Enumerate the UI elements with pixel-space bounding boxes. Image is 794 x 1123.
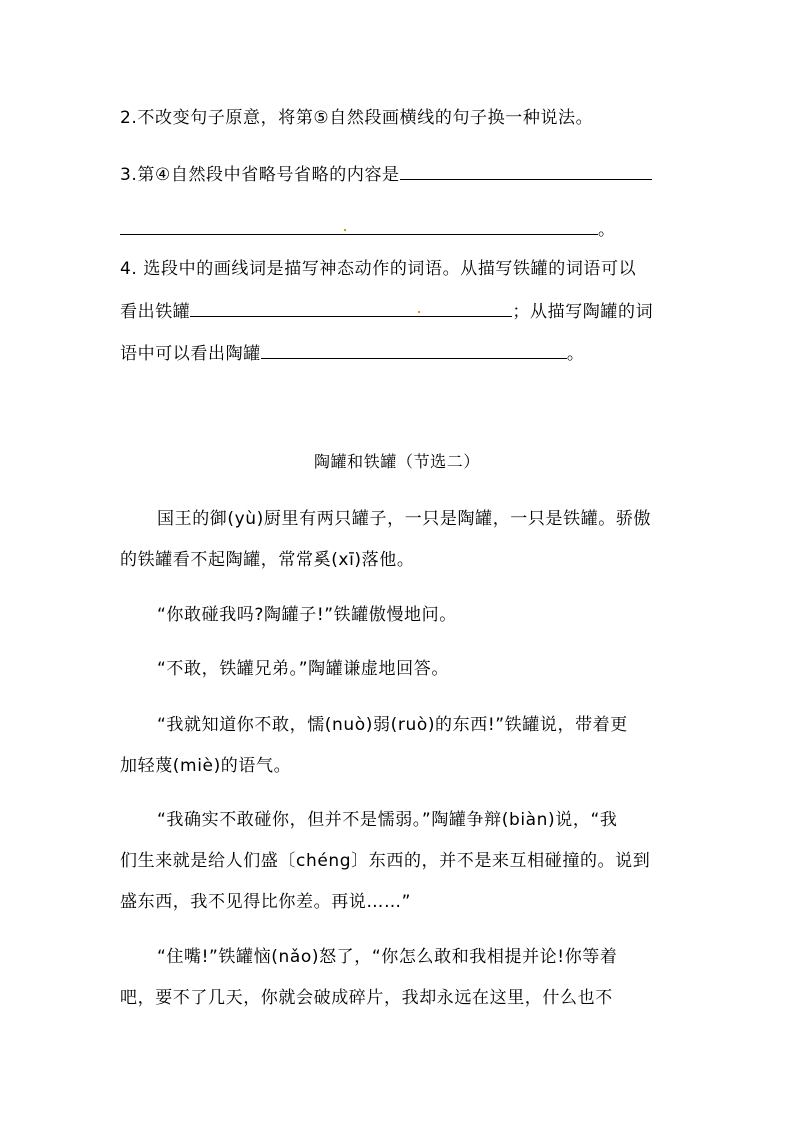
answer-blank-q4-b[interactable]: [261, 340, 567, 359]
question-4-end: 。: [566, 344, 585, 364]
passage-title: 陶罐和铁罐（节选二）: [313, 452, 480, 471]
paragraph-1-line-1: 国王的御(yù)厨里有两只罐子，一只是陶罐，一只是铁罐。骄傲: [157, 509, 652, 529]
paragraph-4-line-2: 加轻蔑(miè)的语气。: [120, 756, 292, 776]
answer-blank-q3-a[interactable]: [400, 161, 652, 180]
answer-blank-q3-b[interactable]: [120, 216, 598, 235]
answer-blank-q4-a[interactable]: [190, 298, 512, 317]
paragraph-5-line-2: 们生来就是给人们盛〔chéng〕东西的，并不是来互相碰撞的。说到: [120, 851, 651, 871]
question-4-line-1: 4. 选段中的画线词是描写神态动作的词语。从描写铁罐的词语可以: [120, 259, 637, 279]
question-3: [120, 161, 676, 187]
question-4-text-c: 语中可以看出陶罐: [120, 344, 261, 364]
paragraph-6-line-1: “住嘴!”铁罐恼(nǎo)怒了，“你怎么敢和我相提并论!你等着: [157, 947, 618, 967]
question-4-line-3: [120, 340, 676, 366]
question-2: 2.不改变句子原意，将第⑤自然段画横线的句子换一种说法。: [120, 108, 594, 128]
paragraph-1-line-2: 的铁罐看不起陶罐，常常奚(xī)落他。: [120, 550, 415, 570]
yellow-dot-mark: [344, 229, 346, 231]
question-4-text-b: ；从描写陶罐的词: [512, 302, 654, 322]
paragraph-5-line-1: “我确实不敢碰你，但并不是懦弱。”陶罐争辩(biàn)说，“我: [157, 810, 618, 830]
yellow-dot-mark: [418, 311, 420, 313]
paragraph-6-line-2: 吧，要不了几天，你就会破成碎片，我却永远在这里，什么也不: [120, 988, 613, 1008]
paragraph-3: “不敢，铁罐兄弟。”陶罐谦虚地回答。: [157, 659, 449, 679]
question-4-text-a: 看出铁罐: [120, 302, 191, 322]
paragraph-2: “你敢碰我吗?陶罐子!”铁罐傲慢地问。: [157, 605, 457, 625]
question-3-continued: [120, 216, 676, 242]
question-3-text: 3.第④自然段中省略号省略的内容是: [120, 165, 400, 185]
paragraph-5-line-3: 盛东西，我不见得比你差。再说……”: [120, 892, 412, 912]
paragraph-4-line-1: “我就知道你不敢，懦(nuò)弱(ruò)的东西!”铁罐说，带着更: [157, 715, 628, 735]
question-3-end: 。: [598, 220, 616, 240]
question-4-line-2: [120, 298, 676, 324]
